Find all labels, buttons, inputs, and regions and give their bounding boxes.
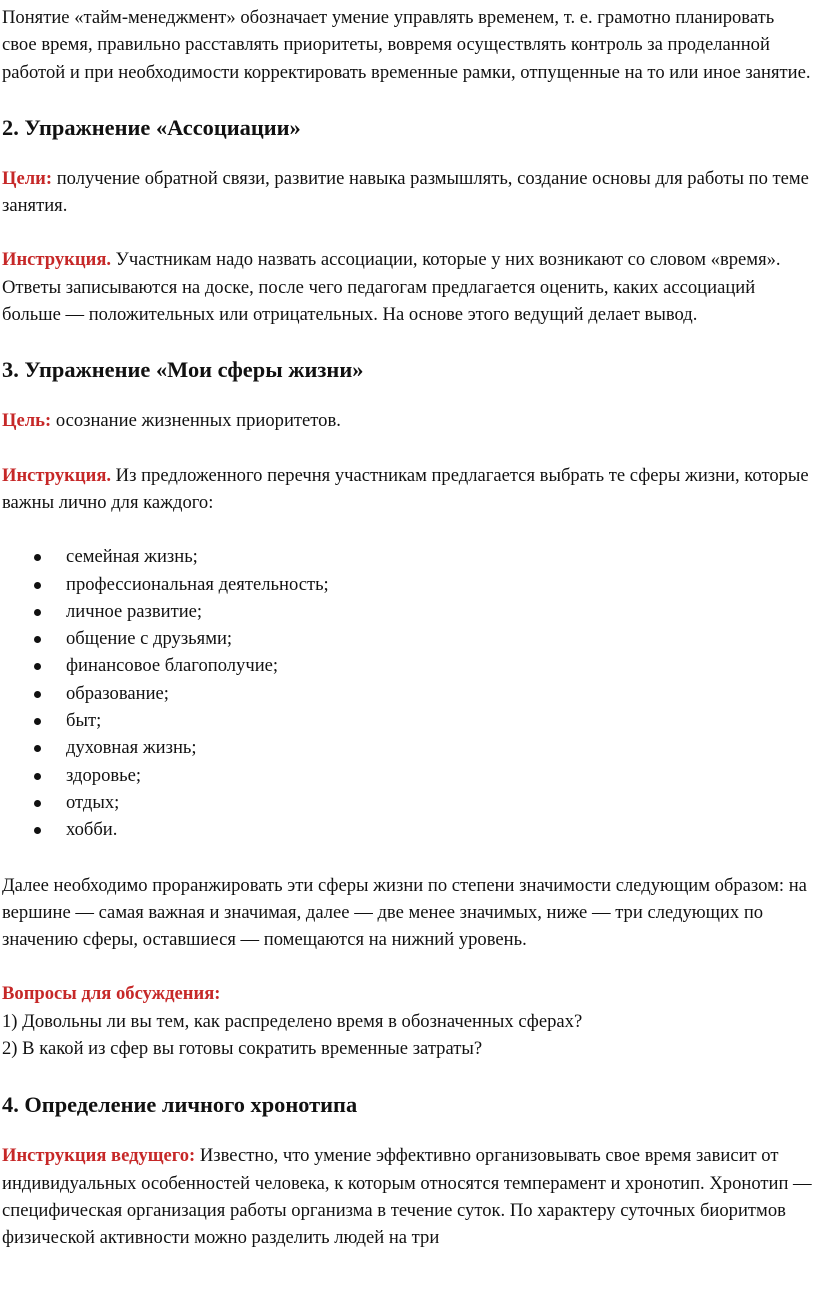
questions-label: Вопросы для обсуждения: — [2, 983, 221, 1005]
list-item: здоровье; — [2, 762, 812, 789]
list-item: образование; — [2, 680, 812, 707]
list-item: финансовое благополучие; — [2, 652, 812, 679]
instruction-text: Известно, что умение эффективно организовывать свое время зависит от индивидуальных особенностей человека, к которым относятся темперамент и хронотип. Хронотип — специфическая организация работы организма в течение суток. По характеру суточных биоритмов физической активности можно разделить людей на три — [2, 1145, 812, 1249]
ranking-paragraph: Далее необходимо проранжировать эти сферы жизни по степени значимости следующим образом: на вершине — самая важная и значимая, далее — две менее значимых, ниже — три следующих по значению сферы, оставшиеся — помещаются на нижний уровень. — [2, 874, 807, 951]
instruction-text: Участникам надо назвать ассоциации, которые у них возникают со словом «время». Ответы записываются на доске, после чего педагогам предлагается оценить, каких ассоциаций больше — положительных или отрицательных. На основе этого ведущий делает вывод. — [2, 249, 781, 326]
bullet-icon — [34, 582, 41, 589]
section-4-instruction — [2, 1142, 812, 1251]
bullet-icon — [34, 718, 41, 725]
goal-label: Цели: — [2, 167, 53, 189]
life-spheres-list — [2, 543, 812, 843]
discussion-questions — [2, 980, 812, 1062]
instruction-label: Инструкция ведущего: — [2, 1145, 196, 1167]
question-2: 2) В какой из сфер вы готовы сократить временные затраты? — [2, 1038, 483, 1060]
list-item: семейная жизнь; — [2, 543, 812, 570]
list-item: хобби. — [2, 816, 812, 843]
instruction-text: Из предложенного перечня участникам предлагается выбрать те сферы жизни, которые важны лично для каждого: — [2, 464, 809, 513]
section-2-instruction — [2, 246, 812, 328]
section-3-title: 3. Упражнение «Мои сферы жизни» — [2, 357, 364, 383]
intro-paragraph: Понятие «тайм-менеджмент» обозначает умение управлять временем, т. е. грамотно планировать свое время, правильно расставлять приоритеты, вовремя осуществлять контроль за проделанной работой и при необходимости корректировать временные рамки, отпущенные на то или иное занятие. — [2, 7, 811, 83]
bullet-icon — [34, 745, 41, 752]
section-3-instruction — [2, 462, 812, 517]
bullet-icon — [34, 773, 41, 780]
bullet-icon — [34, 691, 41, 698]
list-item: быт; — [2, 707, 812, 734]
list-item: общение с друзьями; — [2, 625, 812, 652]
list-item: личное развитие; — [2, 598, 812, 625]
instruction-label: Инструкция. — [2, 464, 112, 486]
goal-text: осознание жизненных приоритетов. — [51, 410, 341, 432]
bullet-icon — [34, 800, 41, 807]
list-item: профессиональная деятельность; — [2, 571, 812, 598]
section-3-goal — [2, 407, 812, 434]
bullet-icon — [34, 827, 41, 834]
bullet-icon — [34, 554, 41, 561]
list-item: отдых; — [2, 789, 812, 816]
list-item: духовная жизнь; — [2, 734, 812, 761]
goal-label: Цель: — [2, 410, 52, 432]
section-2-title: 2. Упражнение «Ассоциации» — [2, 114, 301, 140]
instruction-label: Инструкция. — [2, 249, 112, 271]
section-2-goal — [2, 165, 812, 220]
bullet-icon — [34, 636, 41, 643]
bullet-icon — [34, 663, 41, 670]
section-4-title: 4. Определение личного хронотипа — [2, 1092, 358, 1118]
goal-text: получение обратной связи, развитие навыка размышлять, создание основы для работы по теме занятия. — [2, 167, 809, 217]
bullet-icon — [34, 609, 41, 616]
question-1: 1) Довольны ли вы тем, как распределено время в обозначенных сферах? — [2, 1010, 583, 1032]
